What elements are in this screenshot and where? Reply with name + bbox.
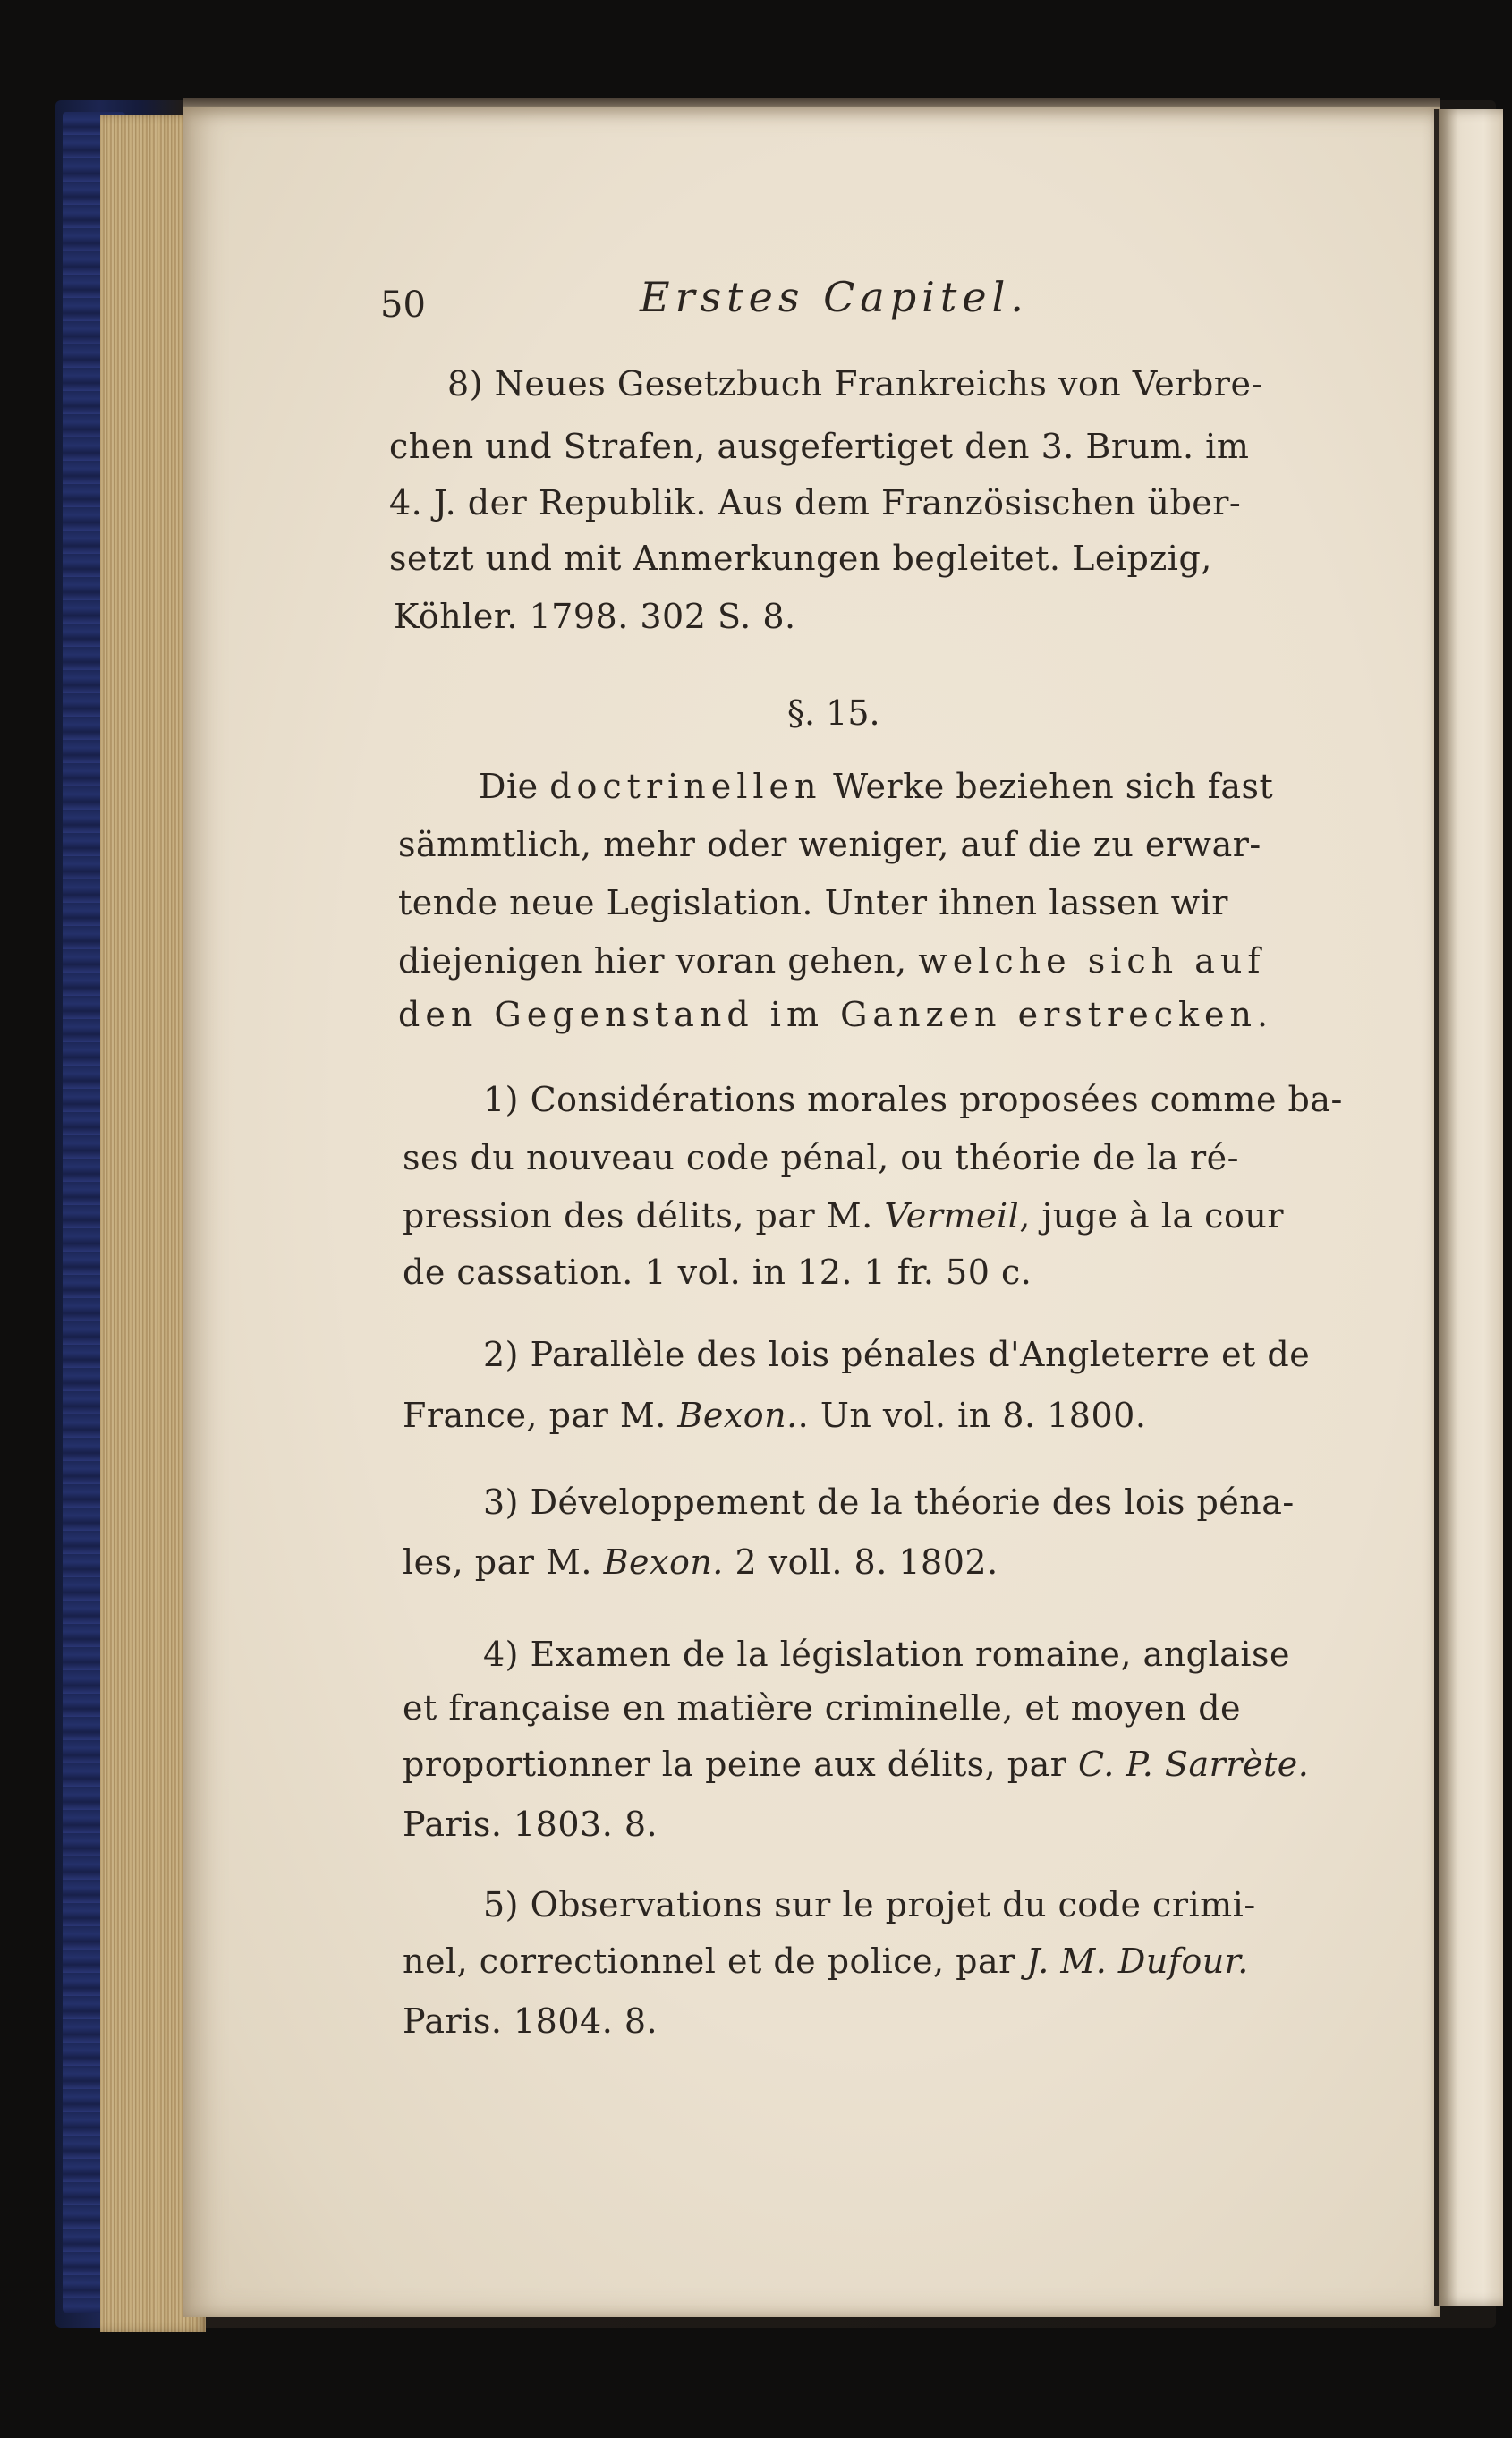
entry-1-line-4: de cassation. 1 vol. in 12. 1 fr. 50 c. <box>403 1253 1032 1292</box>
entry-5-line-2 <box>403 1940 1249 1983</box>
entry-4-line-2: et française en matière criminelle, et moyen de <box>403 1688 1242 1728</box>
entry-2-line-2-b: . Un vol. in 8. 1800. <box>797 1396 1147 1435</box>
chapter-title: Erstes Capitel. <box>640 273 1029 321</box>
paragraph-line-4-a: diejenigen hier voran gehen, <box>398 941 919 981</box>
entry-5-line-3: Paris. 1804. 8. <box>403 2001 658 2041</box>
entry-2-author: Bexon. <box>677 1396 798 1435</box>
paragraph-line-1 <box>479 765 1273 808</box>
entry-3-line-2 <box>403 1541 998 1584</box>
entry-8-line-1: 8) Neues Gesetzbuch Frankreichs von Verbre- <box>447 364 1263 404</box>
paragraph-line-1-a: Die <box>479 767 550 806</box>
entry-8-line-3: 4. J. der Republik. Aus dem Französischen über- <box>389 483 1242 522</box>
paragraph-emphasis-welche: welche sich auf <box>918 941 1266 981</box>
paragraph-line-4 <box>398 939 1265 982</box>
entry-1-line-3-b: , juge à la cour <box>1019 1196 1284 1236</box>
page-number: 50 <box>380 285 426 326</box>
entry-4-line-4: Paris. 1803. 8. <box>403 1805 658 1844</box>
entry-5-line-2-a: nel, correctionnel et de police, par <box>403 1941 1027 1981</box>
entry-1-line-3-a: pression des délits, par M. <box>403 1196 885 1236</box>
entry-8-line-5: Köhler. 1798. 302 S. 8. <box>394 597 796 636</box>
paragraph-line-5: den Gegenstand im Ganzen erstrecken. <box>398 995 1274 1034</box>
entry-5-author: J. M. Dufour. <box>1026 1941 1249 1981</box>
entry-4-line-3-a: proportionner la peine aux délits, par <box>403 1745 1079 1784</box>
paragraph-emphasis-doctrinellen: doctrinellen <box>549 767 822 806</box>
entry-3-line-2-b: 2 voll. 8. 1802. <box>723 1542 998 1582</box>
section-mark: §. 15. <box>787 693 880 733</box>
entry-4-author: C. P. Sarrète. <box>1078 1745 1310 1784</box>
entry-1-line-1: 1) Considérations morales proposées comme ba- <box>483 1080 1343 1119</box>
paragraph-line-2: sämmtlich, mehr oder weniger, auf die zu erwar- <box>398 825 1261 864</box>
entry-8-line-2: chen und Strafen, ausgefertiget den 3. Brum. im <box>389 427 1250 466</box>
entry-2-line-2-a: France, par M. <box>403 1396 678 1435</box>
entry-3-author: Bexon. <box>603 1542 724 1582</box>
paragraph-line-1-b: Werke beziehen sich fast <box>821 767 1274 806</box>
entry-8-line-4: setzt und mit Anmerkungen begleitet. Leipzig, <box>389 539 1212 578</box>
entry-1-author: Vermeil <box>884 1196 1020 1236</box>
entry-2-line-2 <box>403 1394 1146 1437</box>
entry-1-line-3 <box>403 1194 1284 1237</box>
entry-4-line-3 <box>403 1743 1309 1786</box>
entry-1-line-2: ses du nouveau code pénal, ou théorie de la ré- <box>403 1138 1239 1177</box>
entry-3-line-1: 3) Développement de la théorie des lois péna- <box>483 1482 1295 1522</box>
entry-3-line-2-a: les, par M. <box>403 1542 604 1582</box>
entry-4-line-1: 4) Examen de la législation romaine, anglaise <box>483 1635 1290 1674</box>
entry-5-line-1: 5) Observations sur le projet du code crimi- <box>483 1885 1256 1924</box>
entry-2-line-1: 2) Parallèle des lois pénales d'Angleterre et de <box>483 1335 1311 1374</box>
paragraph-line-3: tende neue Legislation. Unter ihnen lassen wir <box>398 883 1228 922</box>
